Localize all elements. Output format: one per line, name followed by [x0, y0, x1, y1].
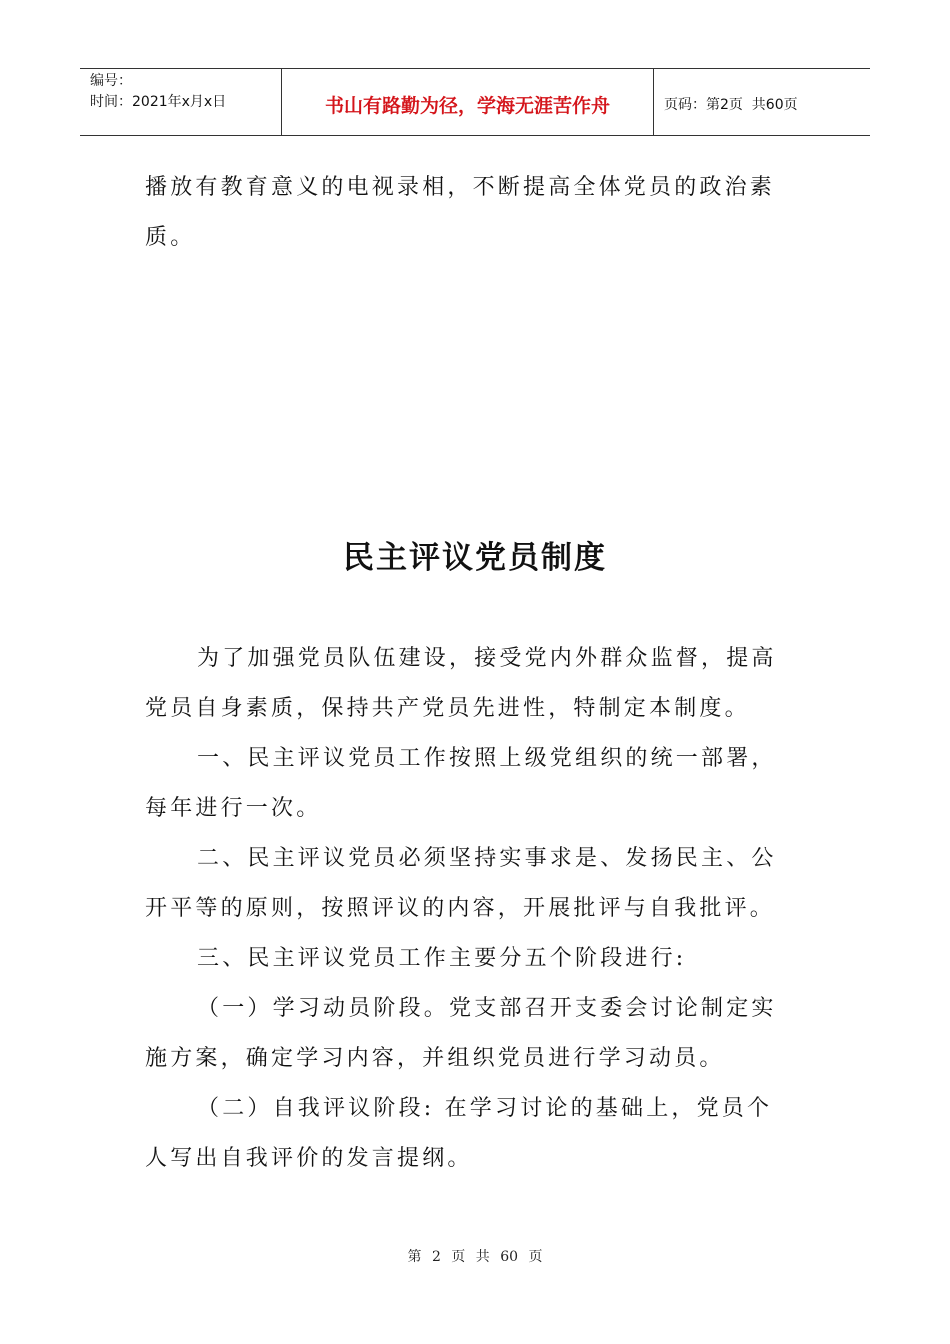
continued-paragraph: 播放有教育意义的电视录相，不断提高全体党员的政治素质。 [145, 175, 776, 250]
header-time-label: 时间：2021年x月x日 [90, 94, 227, 110]
header-meta [80, 69, 282, 135]
page-header [80, 68, 870, 136]
paragraph-stage-2: （二）自我评议阶段: 在学习讨论的基础上，党员个人写出自我评价的发言提纲。 [145, 1096, 773, 1171]
paragraph-item-1: 一、民主评议党员工作按照上级党组织的统一部署，每年进行一次。 [145, 746, 777, 821]
header-motto [282, 69, 654, 135]
header-page-info [654, 69, 870, 135]
footer-page-number: 第 2 页 共 60 页 [407, 1249, 543, 1265]
document-title: 民主评议党员制度 [343, 540, 607, 576]
paragraph-stage-1: （一）学习动员阶段。党支部召开支委会讨论制定实施方案，确定学习内容，并组织党员进行学习动员。 [145, 996, 777, 1071]
header-page-info-text: 页码：第2页 共60页 [664, 97, 798, 113]
header-number-label: 编号： [90, 73, 132, 89]
header-motto-text: 书山有路勤为径，学海无涯苦作舟 [324, 94, 610, 117]
page-footer [0, 1246, 950, 1266]
paragraph-item-2: 二、民主评议党员必须坚持实事求是、发扬民主、公开平等的原则，按照评议的内容，开展批评与自我批评。 [145, 846, 777, 921]
paragraph-intro: 为了加强党员队伍建设，接受党内外群众监督，提高党员自身素质，保持共产党员先进性，特制定本制度。 [145, 646, 777, 721]
paragraph-item-3: 三、民主评议党员工作主要分五个阶段进行: [197, 946, 687, 971]
